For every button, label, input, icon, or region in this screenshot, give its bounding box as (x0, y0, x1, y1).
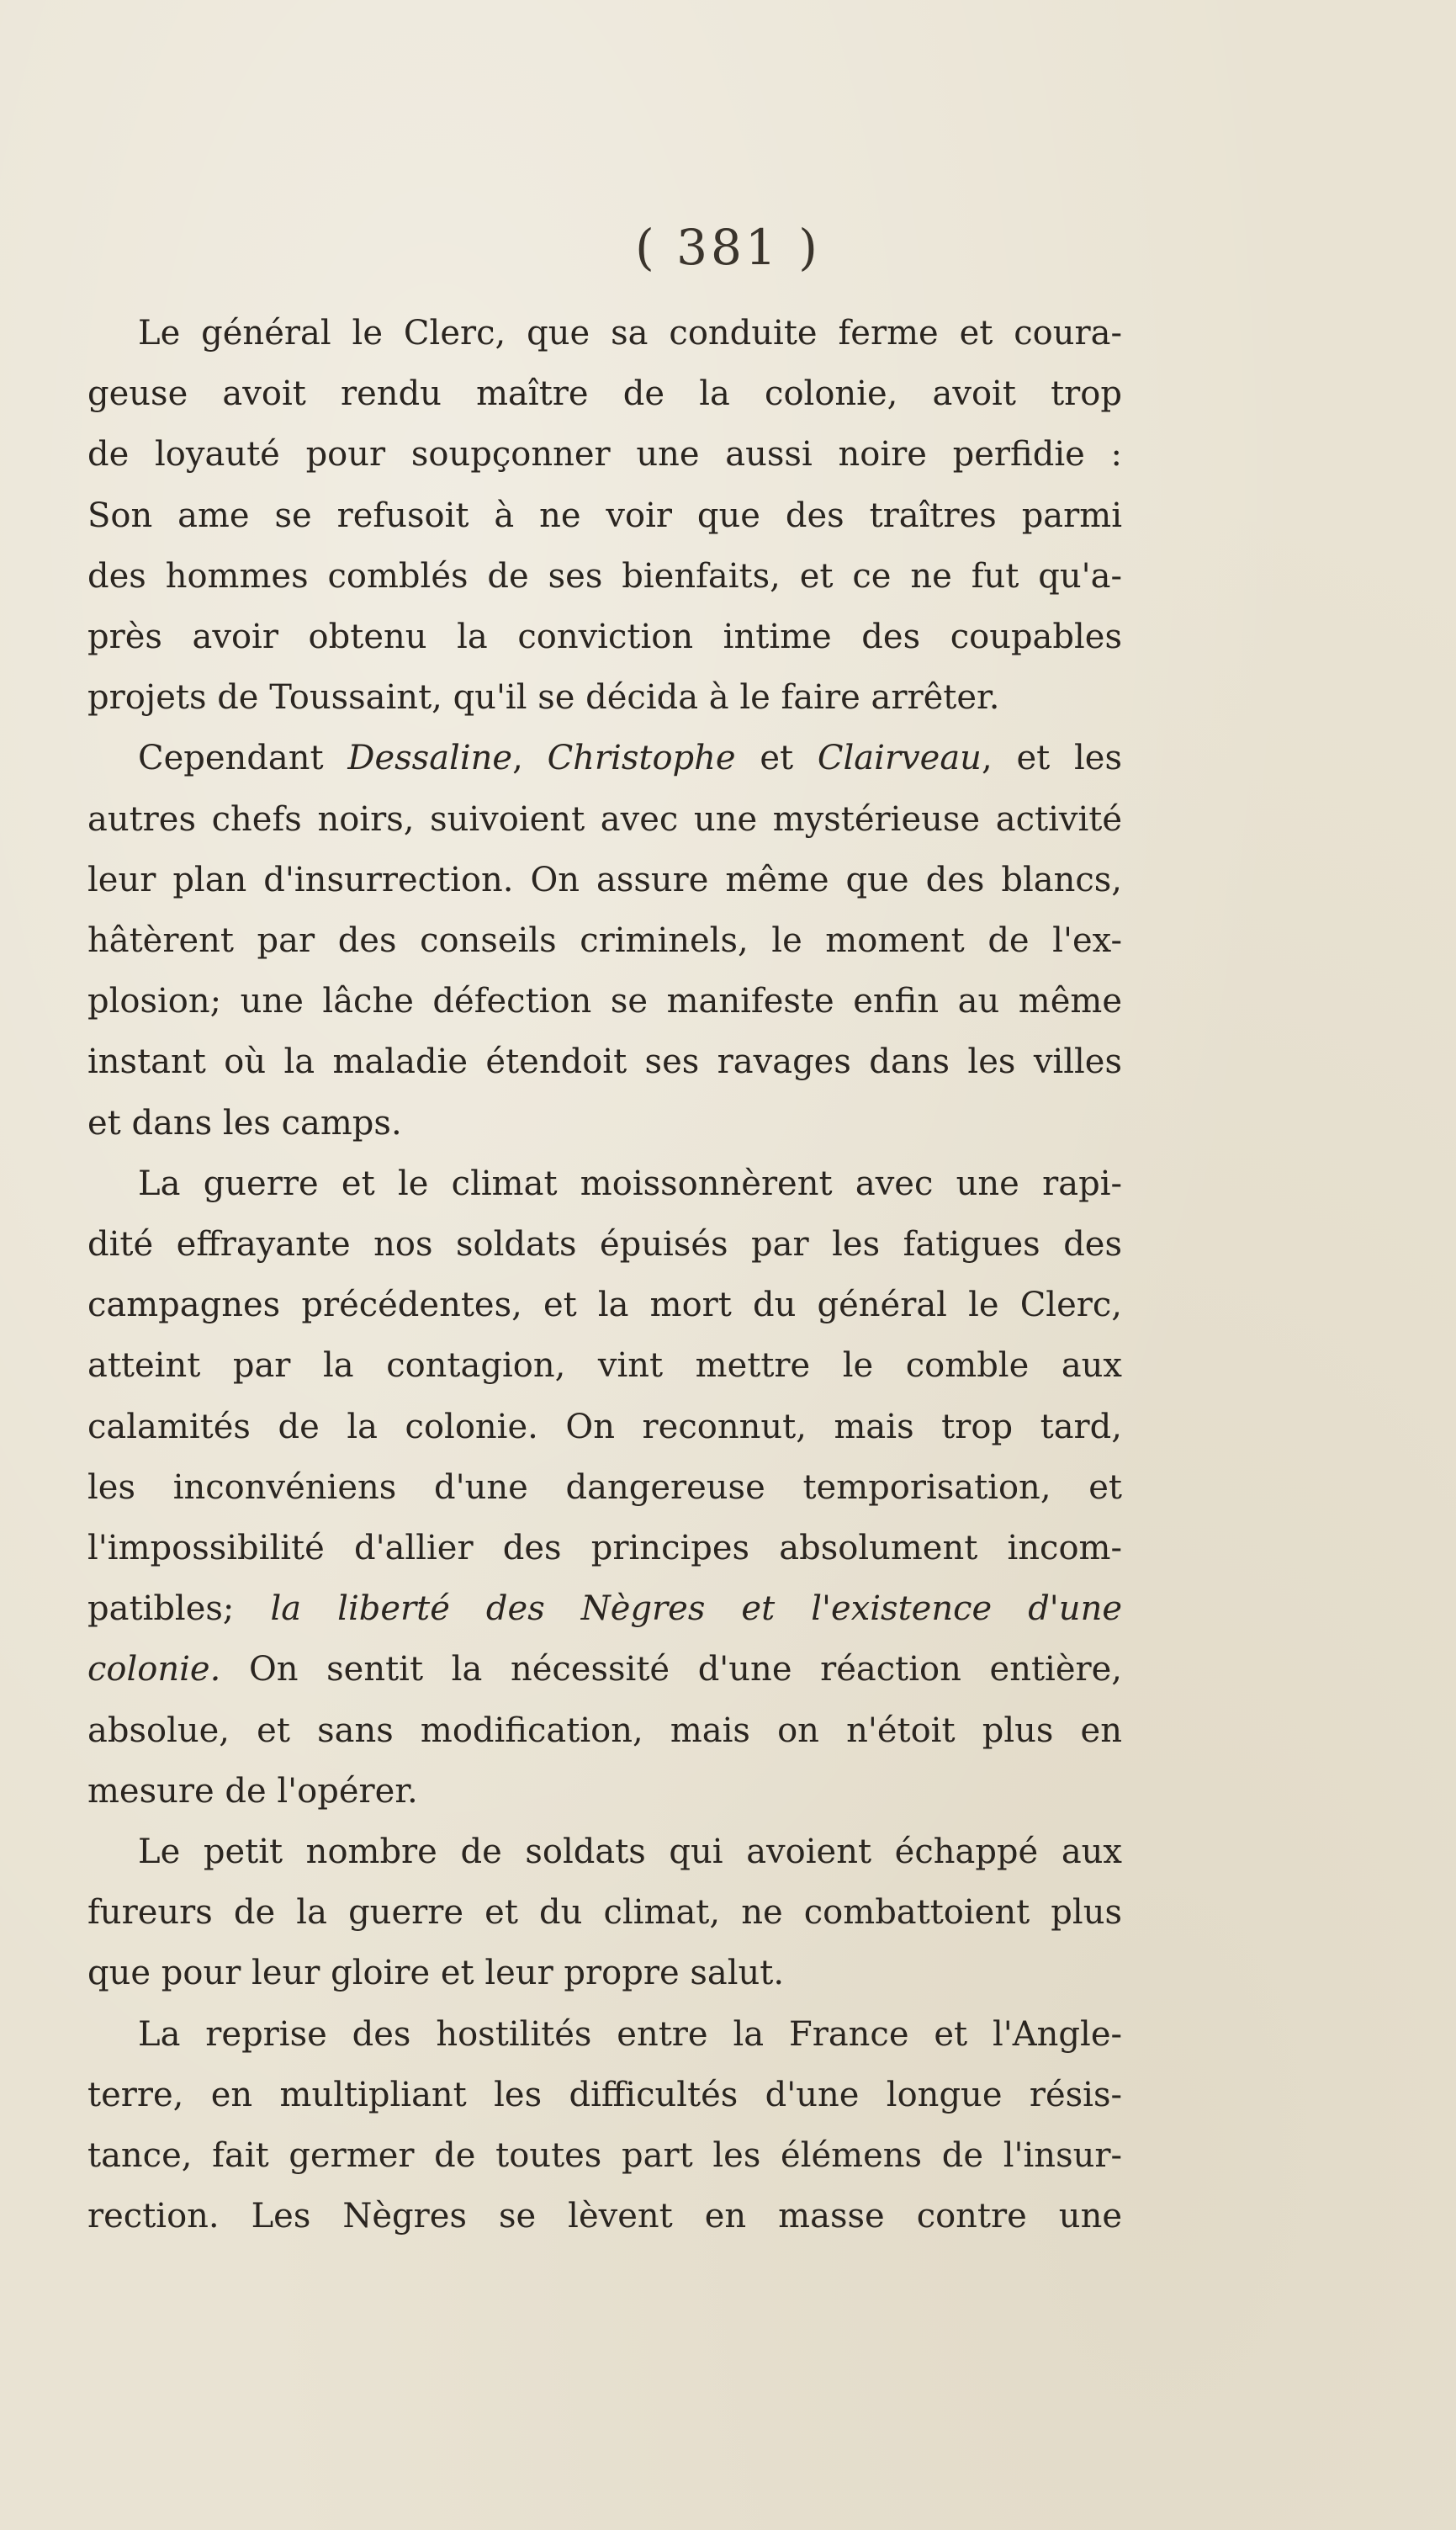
paragraph-4 (87, 1822, 1122, 2004)
text-line: dité effrayante nos soldats épuisés par les fatigues des (87, 1225, 1122, 1265)
text-line: La reprise des hostilités entre la France et l'Angle- (138, 2014, 1122, 2054)
italic-phrase: colonie. (87, 1650, 221, 1689)
text-line: leur plan d'insurrection. On assure même que des blancs, (87, 860, 1122, 899)
paragraph-2 (87, 728, 1122, 1153)
text-line: Le petit nombre de soldats qui avoient échappé aux (138, 1833, 1122, 1872)
text-line: instant où la maladie étendoit ses ravages dans les villes (87, 1042, 1122, 1082)
text-line: tance, fait germer de toutes part les élémens de l'insur- (87, 2136, 1122, 2176)
text-line-italic (87, 1639, 1122, 1700)
text-fragment: et (735, 739, 818, 778)
text-line: près avoir obtenu la conviction intime des coupables (87, 618, 1122, 657)
person-name: Christophe (547, 739, 736, 778)
text-line: terre, en multipliant les difficultés d'une longue résis- (87, 2075, 1122, 2114)
text-line: que pour leur gloire et leur propre salut. (87, 1954, 785, 1993)
paragraph-5 (87, 2004, 1122, 2247)
text-line: absolue, et sans modification, mais on n'étoit plus en (87, 1711, 1122, 1750)
text-line: et dans les camps. (87, 1103, 402, 1143)
text-fragment: , (512, 739, 548, 778)
text-line: l'impossibilité d'allier des principes absolument incom- (87, 1529, 1122, 1568)
person-name: Clairveau (817, 739, 982, 778)
person-name: Dessaline (347, 739, 513, 778)
text-line: projets de Toussaint, qu'il se décida à le faire arrêter. (87, 678, 1000, 718)
text-line: de loyauté pour soupçonner une aussi noire perfidie : (87, 435, 1122, 475)
text-line: calamités de la colonie. On reconnut, mais trop tard, (87, 1407, 1122, 1446)
text-fragment: , et les (981, 739, 1122, 778)
text-line: mesure de l'opérer. (87, 1771, 418, 1811)
text-line: des hommes comblés de ses bienfaits, et ce ne fut qu'a- (87, 556, 1122, 596)
text-fragment: Cependant (138, 739, 348, 778)
body-text (87, 303, 1122, 2247)
text-line: les inconvéniens d'une dangereuse temporisation, et (87, 1467, 1122, 1507)
text-line: rection. Les Nègres se lèvent en masse contre une (87, 2197, 1122, 2236)
page-number: ( 381 ) (635, 219, 821, 276)
italic-phrase: la liberté des Nègres et l'existence d'une (270, 1589, 1123, 1629)
text-fragment: patibles; (87, 1589, 271, 1629)
text-line: hâtèrent par des conseils criminels, le moment de l'ex- (87, 921, 1122, 961)
text-line: La guerre et le climat moissonnèrent avec une rapi- (138, 1164, 1122, 1203)
text-line-italic (87, 1578, 1122, 1639)
paragraph-1 (87, 303, 1122, 728)
text-line-with-names (87, 728, 1122, 788)
paragraph-3 (87, 1154, 1122, 1822)
text-line: Le général le Clerc, que sa conduite ferme et coura- (138, 314, 1122, 353)
text-line: campagnes précédentes, et la mort du général le Clerc, (87, 1286, 1122, 1325)
text-line: geuse avoit rendu maître de la colonie, avoit trop (87, 374, 1122, 414)
text-line: autres chefs noirs, suivoient avec une mystérieuse activité (87, 799, 1122, 839)
text-line: Son ame se refusoit à ne voir que des traîtres parmi (87, 496, 1122, 535)
text-line: plosion; une lâche défection se manifeste enfin au même (87, 982, 1122, 1021)
text-line: atteint par la contagion, vint mettre le comble aux (87, 1346, 1122, 1386)
text-fragment: On sentit la nécessité d'une réaction entière, (220, 1650, 1122, 1689)
text-line: fureurs de la guerre et du climat, ne combattoient plus (87, 1893, 1122, 1933)
